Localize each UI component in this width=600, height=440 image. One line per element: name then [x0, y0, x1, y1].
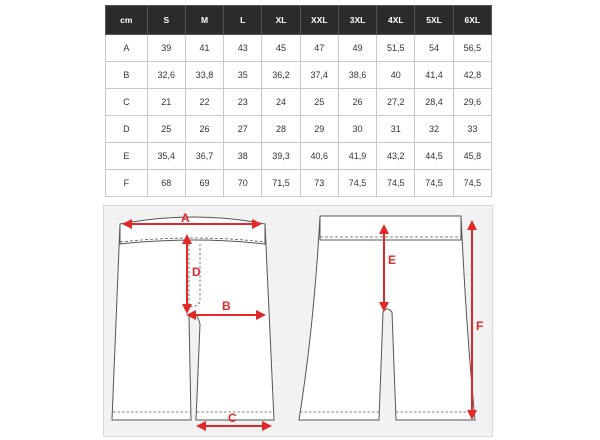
table-cell: 29 — [300, 116, 338, 143]
table-cell: 41 — [185, 35, 223, 62]
table-cell: 41,4 — [415, 62, 453, 89]
table-cell: 32 — [415, 116, 453, 143]
table-cell: 43,2 — [377, 143, 415, 170]
table-cell: 26 — [185, 116, 223, 143]
table-row — [106, 62, 492, 89]
label-e: E — [388, 253, 397, 267]
header-row — [106, 6, 492, 35]
table-cell: 54 — [415, 35, 453, 62]
table-cell: 47 — [300, 35, 338, 62]
size-header: 3XL — [338, 6, 376, 35]
size-header: 5XL — [415, 6, 453, 35]
table-cell: 70 — [224, 170, 262, 197]
table-cell: 28 — [262, 116, 300, 143]
table-cell: 25 — [147, 116, 185, 143]
diagram-svg — [104, 206, 492, 436]
label-c: C — [228, 411, 237, 425]
table-cell: 23 — [224, 89, 262, 116]
table-cell: 38,6 — [338, 62, 376, 89]
table-cell: 74,5 — [453, 170, 491, 197]
row-label: D — [106, 116, 148, 143]
back-waistband — [320, 216, 461, 240]
label-d: D — [192, 265, 201, 279]
table-cell: 37,4 — [300, 62, 338, 89]
table-cell: 42,8 — [453, 62, 491, 89]
table-cell: 29,6 — [453, 89, 491, 116]
table-cell: 24 — [262, 89, 300, 116]
table-cell: 45,8 — [453, 143, 491, 170]
table-cell: 26 — [338, 89, 376, 116]
table-cell: 30 — [338, 116, 376, 143]
row-label: E — [106, 143, 148, 170]
table-cell: 21 — [147, 89, 185, 116]
table-cell: 69 — [185, 170, 223, 197]
table-cell: 33 — [453, 116, 491, 143]
label-b: B — [222, 299, 231, 313]
table-cell: 31 — [377, 116, 415, 143]
table-cell: 25 — [300, 89, 338, 116]
table-cell: 40 — [377, 62, 415, 89]
table-cell: 38 — [224, 143, 262, 170]
table-cell: 39,3 — [262, 143, 300, 170]
size-header: L — [224, 6, 262, 35]
table-cell: 35 — [224, 62, 262, 89]
table-cell: 22 — [185, 89, 223, 116]
table-cell: 74,5 — [338, 170, 376, 197]
table-cell: 73 — [300, 170, 338, 197]
size-header: XL — [262, 6, 300, 35]
size-header: 6XL — [453, 6, 491, 35]
table-cell: 27,2 — [377, 89, 415, 116]
table-cell: 33,8 — [185, 62, 223, 89]
table-cell: 40,6 — [300, 143, 338, 170]
row-label: A — [106, 35, 148, 62]
table-cell: 44,5 — [415, 143, 453, 170]
shorts-back — [299, 216, 475, 420]
table-cell: 39 — [147, 35, 185, 62]
label-a: A — [181, 211, 190, 225]
front-outline — [112, 224, 274, 420]
size-header: 4XL — [377, 6, 415, 35]
table-cell: 36,2 — [262, 62, 300, 89]
row-label: B — [106, 62, 148, 89]
label-f: F — [476, 319, 484, 333]
table-row — [106, 89, 492, 116]
size-header: XXL — [300, 6, 338, 35]
table-cell: 28,4 — [415, 89, 453, 116]
table-cell: 32,6 — [147, 62, 185, 89]
table-cell: 45 — [262, 35, 300, 62]
table-cell: 71,5 — [262, 170, 300, 197]
table-cell: 56,5 — [453, 35, 491, 62]
table-cell: 35,4 — [147, 143, 185, 170]
table-cell: 68 — [147, 170, 185, 197]
table-cell: 27 — [224, 116, 262, 143]
table-cell: 41,9 — [338, 143, 376, 170]
shorts-front — [112, 217, 274, 420]
row-label: C — [106, 89, 148, 116]
back-outline — [299, 216, 475, 420]
size-header: S — [147, 6, 185, 35]
unit-header: cm — [106, 6, 148, 35]
table-cell: 49 — [338, 35, 376, 62]
table-body — [106, 35, 492, 197]
table-cell: 51,5 — [377, 35, 415, 62]
table-cell: 74,5 — [377, 170, 415, 197]
table-row — [106, 35, 492, 62]
table-row — [106, 116, 492, 143]
size-header: M — [185, 6, 223, 35]
size-chart-table — [105, 5, 492, 197]
table-cell: 36,7 — [185, 143, 223, 170]
table-row — [106, 170, 492, 197]
table-row — [106, 143, 492, 170]
table-cell: 74,5 — [415, 170, 453, 197]
row-label: F — [106, 170, 148, 197]
shorts-measurement-diagram — [103, 205, 493, 437]
table-cell: 43 — [224, 35, 262, 62]
